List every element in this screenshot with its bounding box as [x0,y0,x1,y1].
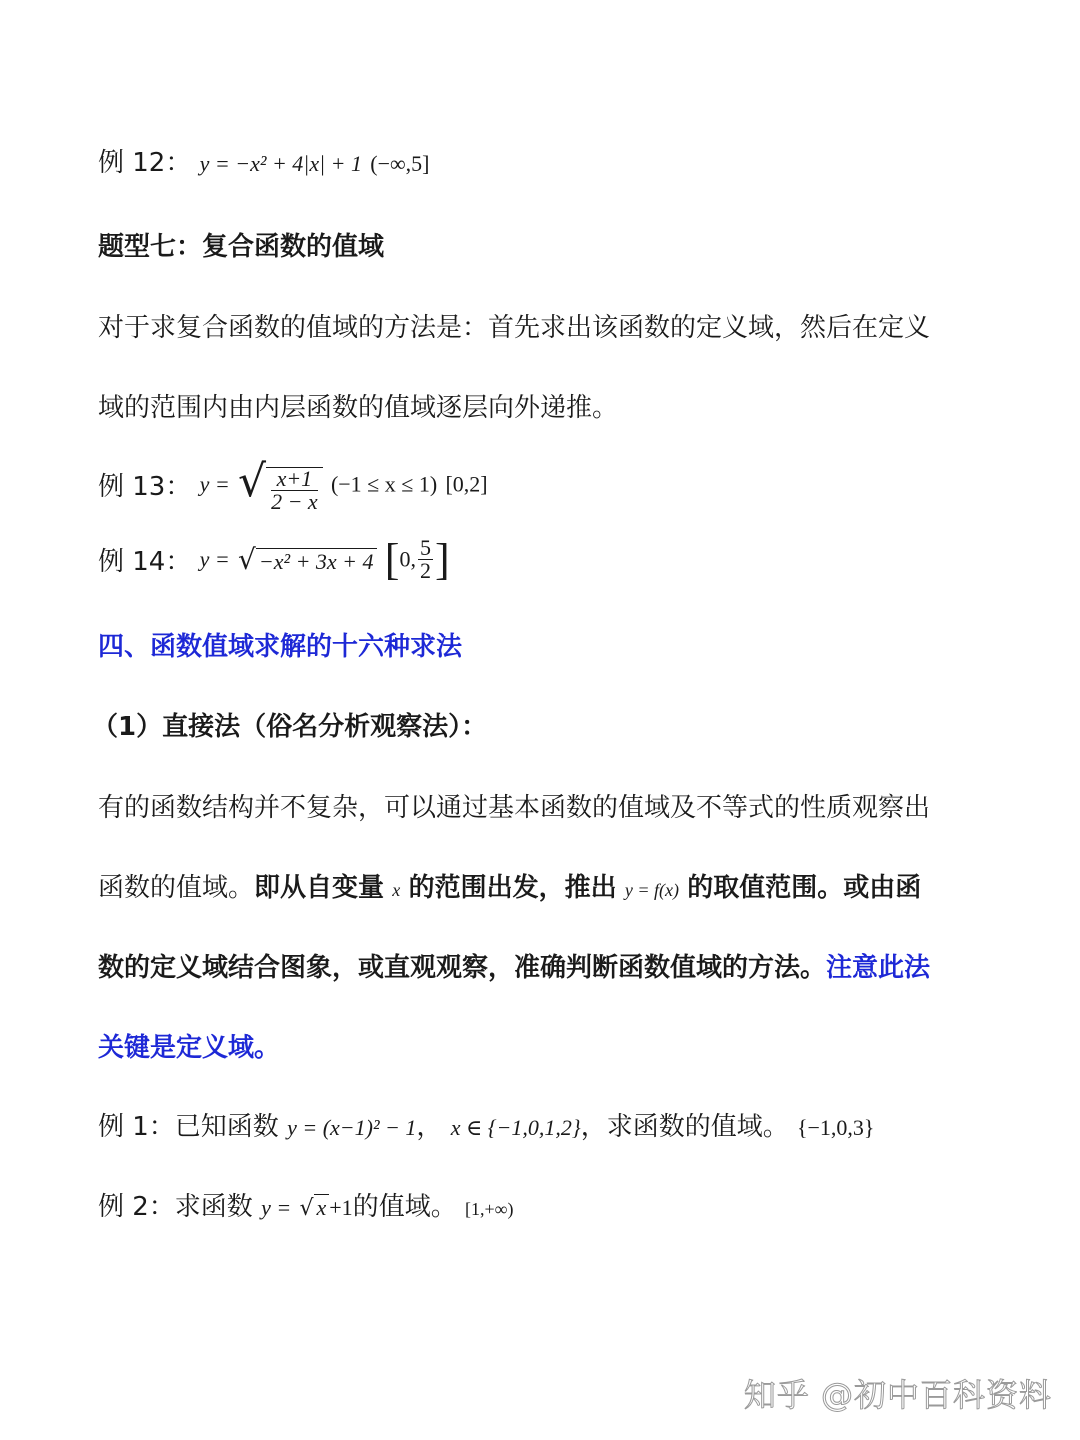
text-bold: 数的定义域结合图象，或直观观察，准确判断函数值域的方法。 [98,953,827,983]
example-label: 例 12： [98,148,192,178]
paragraph-line: 对于求复合函数的值域的方法是：首先求出该函数的定义域，然后在定义 [98,313,931,343]
paragraph-line-mixed [98,867,990,904]
paragraph-line: 有的函数结构并不复杂，可以通过基本函数的值域及不等式的性质观察出 [98,793,931,823]
text-normal: 函数的值域。 [98,873,255,903]
example-14 [98,534,990,585]
domain-set: x ∈ {−1,0,1,2} [450,1115,581,1140]
fraction-numerator: 5 [419,535,431,560]
example-1 [98,1106,990,1143]
answer: [0,2] [445,471,488,497]
example-13 [98,456,990,513]
formula-lhs: y = [199,546,230,572]
text-bold: 的范围出发，推出 [408,873,617,903]
fraction-numerator: x+1 [271,468,318,491]
formula-lhs: y = [199,471,230,497]
section-title-4: 四、函数值域求解的十六种求法 [98,632,463,662]
sqrt-expression: √ −x² + 3x + 4 [238,543,377,576]
text-normal: ，求函数的值域。 [580,1112,789,1142]
example-12 [98,142,990,179]
text-normal: 的值域。 [352,1192,457,1222]
example-label: 例 2：求函数 [98,1192,253,1222]
answer-prefix: 0, [399,546,416,572]
paragraph-line: 关键是定义域。 [98,1033,281,1063]
answer-fraction [418,537,433,582]
answer: {−1,0,3} [796,1115,875,1140]
watermark: 知乎 @初中百科资料 [743,1376,1052,1414]
example-label: 例 13： [98,472,192,503]
text-bold-blue: 注意此法 [826,953,931,983]
formula: y = −x² + 4|x| + 1 [199,151,362,176]
sqrt-expression: √ $\frac{x+1}{2 - x}$ [238,456,323,513]
fraction-denominator: 2 − x [271,489,318,515]
example-label: 例 14： [98,547,192,577]
left-bracket: [ [384,535,400,584]
formula-lhs: y = [261,1195,292,1220]
section-title-type7: 题型七：复合函数的值域 [98,232,385,262]
radicand: x [314,1194,330,1221]
formula-rest: +1 [329,1195,353,1220]
example-label: 例 1：已知函数 [98,1112,279,1142]
text-bold: 即从自变量 [254,873,385,903]
example-2 [98,1186,990,1223]
radicand: −x² + 3x + 4 [256,548,377,575]
answer: [1,+∞) [464,1199,514,1219]
text-bold: 的取值范围。或由函 [687,873,922,903]
condition: (−1 ≤ x ≤ 1) [330,471,438,497]
method-1-title: （1）直接法（俗名分析观察法）： [92,712,488,742]
formula: y = (x−1)² − 1 [287,1115,417,1140]
paragraph-line-mixed [98,947,990,984]
separator: ， [416,1112,443,1142]
right-bracket: ] [434,535,450,584]
fraction-denominator: 2 [419,558,431,583]
math-x: x [392,880,401,900]
sqrt-expression: √ x [299,1194,329,1221]
answer: (−∞,5] [370,151,430,176]
paragraph-line: 域的范围内由内层函数的值域逐层向外递推。 [98,393,619,423]
math-function: y = f(x) [624,880,679,900]
